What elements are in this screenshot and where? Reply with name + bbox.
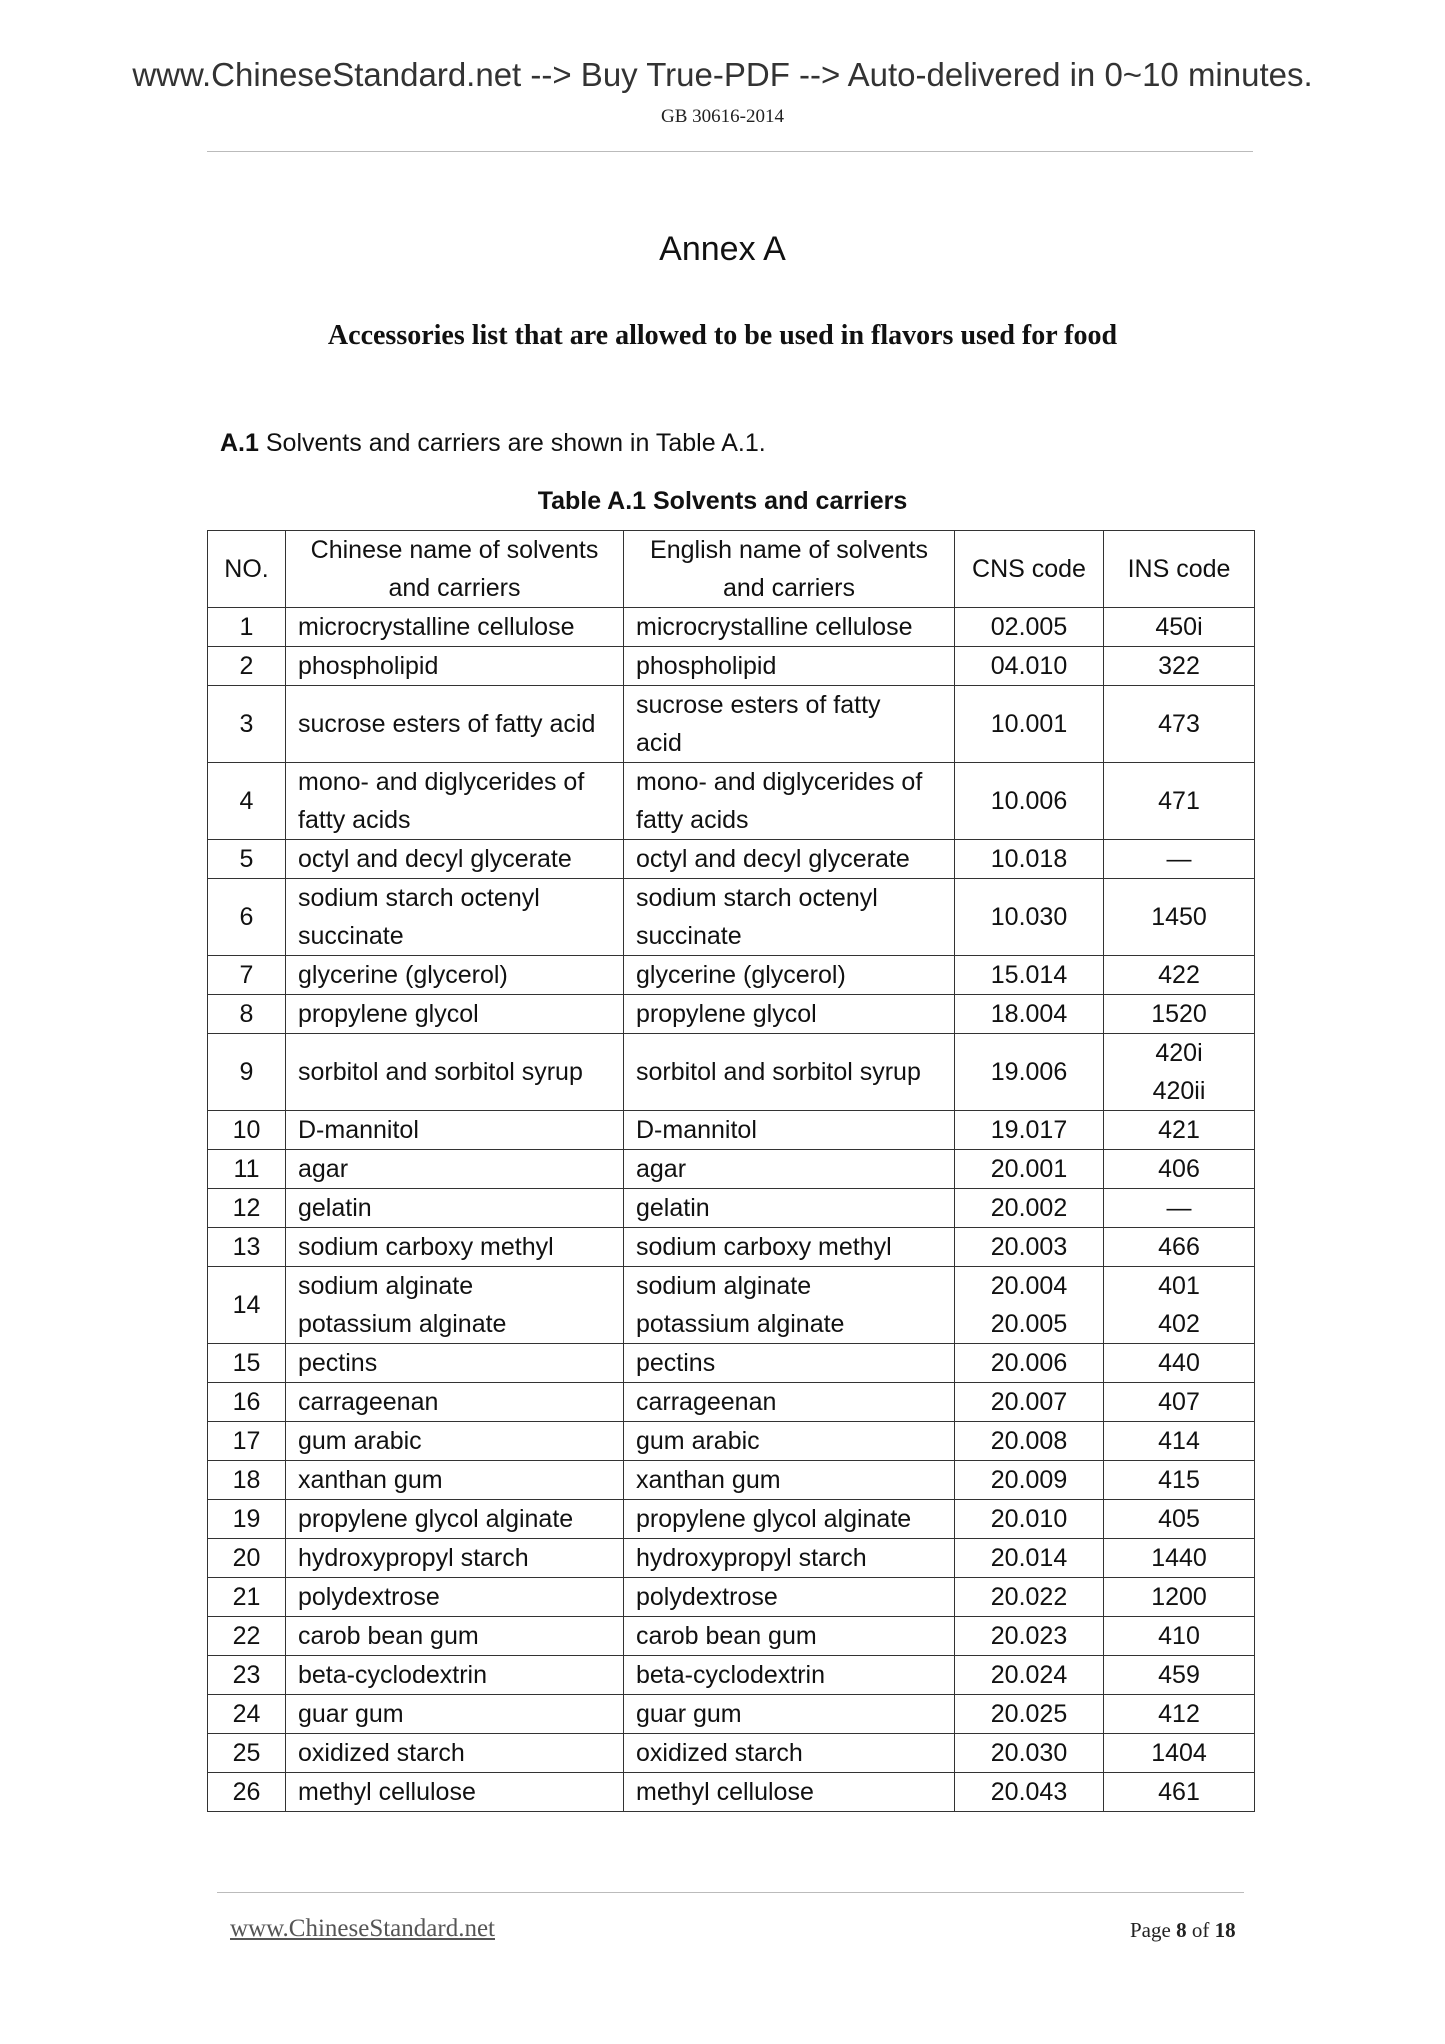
table-row	[208, 1773, 1255, 1812]
cell-ins-code-line: —	[1166, 845, 1192, 873]
cell-no: 6	[208, 879, 286, 956]
cell-cns-code-line: 20.001	[990, 1155, 1068, 1183]
table-row	[208, 1500, 1255, 1539]
cell-english-name-line: carob bean gum	[636, 1622, 817, 1650]
cell-no: 25	[208, 1734, 286, 1773]
cell-english-name	[624, 1422, 955, 1461]
cell-chinese-name	[286, 1111, 624, 1150]
table-row	[208, 1695, 1255, 1734]
cell-chinese-name	[286, 1539, 624, 1578]
cell-no: 10	[208, 1111, 286, 1150]
cell-chinese-name-line: sodium starch octenyl	[298, 884, 540, 912]
cell-english-name-line: oxidized starch	[636, 1739, 803, 1767]
cell-cns-code-line: 20.007	[990, 1388, 1068, 1416]
cell-english-name-line: succinate	[636, 922, 742, 950]
cell-cns-code-line: 20.009	[990, 1466, 1068, 1494]
cell-cns-code-line: 20.023	[990, 1622, 1068, 1650]
page-word: Page	[1130, 1918, 1171, 1942]
cell-chinese-name-line: guar gum	[298, 1700, 404, 1728]
header-cns-code: CNS code	[955, 531, 1104, 608]
cell-english-name	[624, 1773, 955, 1812]
cell-no: 9	[208, 1034, 286, 1111]
cell-cns-code-line: 20.002	[990, 1194, 1068, 1222]
table-row	[208, 1267, 1255, 1344]
solvents-carriers-table	[207, 530, 1255, 1812]
cell-english-name	[624, 840, 955, 879]
cell-ins-code-line: 461	[1158, 1778, 1200, 1806]
annex-subtitle: Accessories list that are allowed to be used in flavors used for food	[327, 320, 1118, 351]
cell-ins-code	[1104, 1267, 1255, 1344]
cell-no: 20	[208, 1539, 286, 1578]
header-no: NO.	[208, 531, 286, 608]
cell-cns-code	[955, 1111, 1104, 1150]
cell-ins-code	[1104, 1500, 1255, 1539]
cell-chinese-name	[286, 1422, 624, 1461]
cell-ins-code	[1104, 1111, 1255, 1150]
table-row	[208, 1422, 1255, 1461]
cell-no: 3	[208, 686, 286, 763]
cell-chinese-name-line: xanthan gum	[298, 1466, 443, 1494]
cell-english-name	[624, 956, 955, 995]
cell-ins-code	[1104, 1695, 1255, 1734]
cell-chinese-name-line: sodium alginate	[298, 1272, 474, 1300]
cell-chinese-name-line: sucrose esters of fatty acid	[298, 710, 596, 738]
header-divider	[207, 151, 1253, 152]
cell-chinese-name-line: carob bean gum	[298, 1622, 479, 1650]
cell-ins-code-line: 421	[1158, 1116, 1200, 1144]
cell-no: 5	[208, 840, 286, 879]
cell-english-name-line: gelatin	[636, 1194, 710, 1222]
clause-a1	[220, 429, 766, 458]
cell-cns-code-line: 02.005	[990, 613, 1068, 641]
cell-chinese-name	[286, 995, 624, 1034]
cell-cns-code-line: 20.010	[990, 1505, 1068, 1533]
cell-english-name	[624, 1228, 955, 1267]
cell-cns-code-line: 15.014	[990, 961, 1068, 989]
cell-chinese-name	[286, 1150, 624, 1189]
cell-ins-code	[1104, 1461, 1255, 1500]
cell-cns-code	[955, 1422, 1104, 1461]
table-row	[208, 1034, 1255, 1111]
cell-english-name	[624, 995, 955, 1034]
cell-ins-code-line: 402	[1158, 1310, 1200, 1338]
clause-number: A.1	[220, 429, 259, 457]
cell-english-name-line: agar	[636, 1155, 687, 1183]
table-row	[208, 840, 1255, 879]
annex-title: Annex A	[659, 230, 786, 268]
table-row	[208, 686, 1255, 763]
cell-chinese-name	[286, 608, 624, 647]
page-total: 18	[1214, 1918, 1236, 1942]
cell-chinese-name-line: mono- and diglycerides of	[298, 768, 585, 796]
cell-ins-code	[1104, 1539, 1255, 1578]
cell-no: 22	[208, 1617, 286, 1656]
cell-cns-code-line: 20.005	[990, 1310, 1068, 1338]
cell-english-name-line: beta-cyclodextrin	[636, 1661, 825, 1689]
cell-chinese-name	[286, 1695, 624, 1734]
cell-chinese-name	[286, 686, 624, 763]
cell-no: 13	[208, 1228, 286, 1267]
cell-cns-code	[955, 1773, 1104, 1812]
cell-chinese-name-line: phospholipid	[298, 652, 439, 680]
cell-cns-code-line: 20.004	[990, 1272, 1068, 1300]
cell-no: 26	[208, 1773, 286, 1812]
cell-no: 11	[208, 1150, 286, 1189]
cell-chinese-name-line: methyl cellulose	[298, 1778, 476, 1806]
cell-chinese-name-line: gelatin	[298, 1194, 372, 1222]
cell-english-name-line: acid	[636, 729, 682, 757]
cell-no: 2	[208, 647, 286, 686]
cell-no: 23	[208, 1656, 286, 1695]
cell-chinese-name	[286, 1734, 624, 1773]
cell-english-name-line: propylene glycol alginate	[636, 1505, 912, 1533]
cell-ins-code-line: 1450	[1151, 903, 1207, 931]
table-row	[208, 1734, 1255, 1773]
cell-english-name	[624, 763, 955, 840]
cell-no: 16	[208, 1383, 286, 1422]
cell-chinese-name	[286, 1500, 624, 1539]
cell-ins-code	[1104, 995, 1255, 1034]
cell-english-name-line: gum arabic	[636, 1427, 760, 1455]
cell-cns-code-line: 20.006	[990, 1349, 1068, 1377]
table-row	[208, 647, 1255, 686]
cell-english-name-line: sodium carboxy methyl	[636, 1233, 892, 1261]
download-banner: www.ChineseStandard.net --> Buy True-PDF --> Auto-delivered in 0~10 minutes.	[132, 56, 1313, 93]
cell-chinese-name	[286, 879, 624, 956]
cell-chinese-name	[286, 1578, 624, 1617]
table-row	[208, 1578, 1255, 1617]
cell-ins-code-line: 414	[1158, 1427, 1200, 1455]
cell-english-name-line: methyl cellulose	[636, 1778, 814, 1806]
header-ins-code: INS code	[1104, 531, 1255, 608]
table-body	[208, 608, 1255, 1812]
cell-chinese-name	[286, 956, 624, 995]
cell-cns-code	[955, 1734, 1104, 1773]
cell-cns-code-line: 20.014	[990, 1544, 1068, 1572]
cell-english-name	[624, 686, 955, 763]
cell-cns-code	[955, 647, 1104, 686]
cell-cns-code-line: 19.006	[990, 1058, 1068, 1086]
cell-ins-code	[1104, 608, 1255, 647]
cell-english-name	[624, 1267, 955, 1344]
table-row	[208, 1656, 1255, 1695]
cell-cns-code-line: 10.006	[990, 787, 1068, 815]
table-row	[208, 1461, 1255, 1500]
cell-ins-code-line: 415	[1158, 1466, 1200, 1494]
footer-divider	[217, 1892, 1244, 1893]
cell-english-name-line: xanthan gum	[636, 1466, 781, 1494]
cell-cns-code	[955, 995, 1104, 1034]
cell-no: 18	[208, 1461, 286, 1500]
cell-ins-code	[1104, 1656, 1255, 1695]
cell-ins-code-line: 406	[1158, 1155, 1200, 1183]
cell-english-name-line: phospholipid	[636, 652, 777, 680]
cell-no: 12	[208, 1189, 286, 1228]
cell-no: 8	[208, 995, 286, 1034]
cell-chinese-name	[286, 1773, 624, 1812]
cell-english-name	[624, 1500, 955, 1539]
cell-cns-code	[955, 1189, 1104, 1228]
cell-ins-code-line: 440	[1158, 1349, 1200, 1377]
cell-chinese-name-line: beta-cyclodextrin	[298, 1661, 487, 1689]
cell-ins-code	[1104, 840, 1255, 879]
cell-ins-code	[1104, 1734, 1255, 1773]
cell-english-name-line: fatty acids	[636, 806, 749, 834]
cell-english-name	[624, 1189, 955, 1228]
cell-cns-code	[955, 1344, 1104, 1383]
cell-english-name-line: sucrose esters of fatty	[636, 691, 881, 719]
cell-chinese-name	[286, 1461, 624, 1500]
cell-no: 1	[208, 608, 286, 647]
cell-cns-code-line: 10.001	[990, 710, 1068, 738]
cell-chinese-name-line: succinate	[298, 922, 404, 950]
clause-text: Solvents and carriers are shown in Table A.1.	[265, 429, 766, 457]
cell-ins-code-line: 322	[1158, 652, 1200, 680]
cell-ins-code	[1104, 1344, 1255, 1383]
cell-no: 19	[208, 1500, 286, 1539]
table-header-row	[208, 531, 1255, 608]
cell-english-name	[624, 1656, 955, 1695]
cell-english-name-line: pectins	[636, 1349, 716, 1377]
cell-ins-code-line: —	[1166, 1194, 1192, 1222]
header-english-name-line1: English name of solvents	[650, 536, 928, 564]
table-row	[208, 995, 1255, 1034]
table-row	[208, 1150, 1255, 1189]
table-row	[208, 608, 1255, 647]
cell-cns-code-line: 20.043	[990, 1778, 1068, 1806]
header-chinese-name-line1: Chinese name of solvents	[310, 536, 599, 564]
cell-cns-code	[955, 840, 1104, 879]
page-indicator	[1130, 1918, 1236, 1943]
cell-cns-code	[955, 1656, 1104, 1695]
cell-english-name-line: D-mannitol	[636, 1116, 757, 1144]
cell-english-name-line: octyl and decyl glycerate	[636, 845, 910, 873]
cell-english-name-line: carrageenan	[636, 1388, 777, 1416]
cell-cns-code-line: 10.018	[990, 845, 1068, 873]
cell-english-name-line: glycerine (glycerol)	[636, 961, 846, 989]
cell-cns-code	[955, 1500, 1104, 1539]
cell-no: 7	[208, 956, 286, 995]
cell-ins-code	[1104, 1383, 1255, 1422]
cell-chinese-name-line: oxidized starch	[298, 1739, 465, 1767]
cell-ins-code-line: 471	[1158, 787, 1200, 815]
cell-ins-code-line: 420ii	[1152, 1077, 1206, 1105]
cell-cns-code	[955, 1150, 1104, 1189]
cell-ins-code	[1104, 956, 1255, 995]
header-chinese-name-line2: and carriers	[388, 574, 521, 602]
cell-chinese-name	[286, 1617, 624, 1656]
cell-cns-code-line: 20.003	[990, 1233, 1068, 1261]
cell-ins-code-line: 420i	[1155, 1039, 1203, 1067]
cell-ins-code	[1104, 1189, 1255, 1228]
cell-ins-code	[1104, 686, 1255, 763]
cell-no: 4	[208, 763, 286, 840]
cell-cns-code	[955, 1267, 1104, 1344]
cell-cns-code-line: 20.022	[990, 1583, 1068, 1611]
cell-chinese-name-line: fatty acids	[298, 806, 411, 834]
cell-chinese-name-line: microcrystalline cellulose	[298, 613, 575, 641]
cell-chinese-name-line: agar	[298, 1155, 349, 1183]
cell-cns-code	[955, 686, 1104, 763]
table-row	[208, 879, 1255, 956]
cell-chinese-name-line: D-mannitol	[298, 1116, 419, 1144]
cell-chinese-name	[286, 647, 624, 686]
cell-ins-code-line: 401	[1158, 1272, 1200, 1300]
cell-ins-code-line: 422	[1158, 961, 1200, 989]
cell-chinese-name	[286, 1656, 624, 1695]
cell-ins-code	[1104, 1617, 1255, 1656]
cell-cns-code-line: 18.004	[990, 1000, 1068, 1028]
cell-cns-code	[955, 763, 1104, 840]
cell-cns-code	[955, 1383, 1104, 1422]
cell-no: 17	[208, 1422, 286, 1461]
cell-no: 24	[208, 1695, 286, 1734]
cell-chinese-name	[286, 1383, 624, 1422]
cell-english-name-line: guar gum	[636, 1700, 742, 1728]
cell-ins-code-line: 410	[1158, 1622, 1200, 1650]
cell-english-name	[624, 1539, 955, 1578]
of-word: of	[1191, 1918, 1210, 1942]
cell-english-name	[624, 879, 955, 956]
cell-ins-code	[1104, 1578, 1255, 1617]
cell-english-name	[624, 608, 955, 647]
cell-chinese-name	[286, 1189, 624, 1228]
table-caption: Table A.1 Solvents and carriers	[537, 487, 908, 515]
cell-chinese-name-line: potassium alginate	[298, 1310, 507, 1338]
cell-ins-code-line: 466	[1158, 1233, 1200, 1261]
cell-chinese-name-line: sorbitol and sorbitol syrup	[298, 1058, 583, 1086]
cell-ins-code-line: 450i	[1155, 613, 1203, 641]
cell-chinese-name-line: polydextrose	[298, 1583, 440, 1611]
header-english-name-line2: and carriers	[723, 574, 855, 602]
cell-cns-code-line: 10.030	[990, 903, 1068, 931]
cell-english-name	[624, 1344, 955, 1383]
cell-cns-code	[955, 1539, 1104, 1578]
table-row	[208, 1539, 1255, 1578]
cell-ins-code	[1104, 1150, 1255, 1189]
cell-ins-code-line: 459	[1158, 1661, 1200, 1689]
cell-ins-code	[1104, 1228, 1255, 1267]
cell-ins-code	[1104, 647, 1255, 686]
cell-no: 21	[208, 1578, 286, 1617]
cell-cns-code	[955, 608, 1104, 647]
cell-ins-code	[1104, 879, 1255, 956]
cell-ins-code	[1104, 1034, 1255, 1111]
cell-cns-code	[955, 1695, 1104, 1734]
document-id: GB 30616-2014	[661, 106, 784, 127]
cell-chinese-name-line: glycerine (glycerol)	[298, 961, 508, 989]
cell-cns-code	[955, 879, 1104, 956]
cell-cns-code	[955, 1461, 1104, 1500]
cell-ins-code-line: 1200	[1151, 1583, 1207, 1611]
cell-ins-code-line: 1520	[1151, 1000, 1207, 1028]
cell-english-name	[624, 1617, 955, 1656]
table-row	[208, 1189, 1255, 1228]
cell-no: 15	[208, 1344, 286, 1383]
table-row	[208, 1228, 1255, 1267]
cell-ins-code-line: 405	[1158, 1505, 1200, 1533]
cell-english-name	[624, 647, 955, 686]
cell-ins-code	[1104, 1773, 1255, 1812]
cell-english-name-line: sodium alginate	[636, 1272, 812, 1300]
page-number: 8	[1176, 1918, 1187, 1942]
cell-chinese-name	[286, 1034, 624, 1111]
cell-english-name-line: hydroxypropyl starch	[636, 1544, 867, 1572]
cell-english-name	[624, 1734, 955, 1773]
cell-chinese-name	[286, 1267, 624, 1344]
cell-english-name-line: microcrystalline cellulose	[636, 613, 913, 641]
footer-site-link[interactable]: www.ChineseStandard.net	[230, 1915, 495, 1942]
cell-cns-code	[955, 1578, 1104, 1617]
cell-cns-code-line: 04.010	[990, 652, 1068, 680]
cell-ins-code-line: 412	[1158, 1700, 1200, 1728]
cell-ins-code-line: 1404	[1151, 1739, 1207, 1767]
cell-chinese-name-line: pectins	[298, 1349, 378, 1377]
cell-english-name	[624, 1461, 955, 1500]
cell-cns-code	[955, 1617, 1104, 1656]
cell-no: 14	[208, 1267, 286, 1344]
cell-english-name	[624, 1695, 955, 1734]
cell-english-name-line: potassium alginate	[636, 1310, 845, 1338]
cell-cns-code-line: 20.024	[990, 1661, 1068, 1689]
cell-english-name-line: propylene glycol	[636, 1000, 817, 1028]
table-row	[208, 1383, 1255, 1422]
cell-chinese-name-line: sodium carboxy methyl	[298, 1233, 554, 1261]
cell-chinese-name	[286, 840, 624, 879]
header-english-name	[624, 531, 955, 608]
cell-ins-code	[1104, 1422, 1255, 1461]
cell-chinese-name-line: carrageenan	[298, 1388, 439, 1416]
cell-chinese-name	[286, 1344, 624, 1383]
cell-chinese-name-line: octyl and decyl glycerate	[298, 845, 572, 873]
cell-ins-code-line: 1440	[1151, 1544, 1207, 1572]
cell-ins-code-line: 407	[1158, 1388, 1200, 1416]
cell-chinese-name-line: propylene glycol	[298, 1000, 479, 1028]
cell-cns-code	[955, 956, 1104, 995]
cell-english-name	[624, 1034, 955, 1111]
cell-english-name	[624, 1111, 955, 1150]
table-row	[208, 1617, 1255, 1656]
cell-chinese-name-line: hydroxypropyl starch	[298, 1544, 529, 1572]
cell-english-name	[624, 1383, 955, 1422]
cell-cns-code-line: 20.030	[990, 1739, 1068, 1767]
table-row	[208, 1344, 1255, 1383]
cell-chinese-name	[286, 1228, 624, 1267]
cell-cns-code-line: 20.025	[990, 1700, 1068, 1728]
cell-english-name-line: sorbitol and sorbitol syrup	[636, 1058, 921, 1086]
cell-chinese-name	[286, 763, 624, 840]
cell-cns-code-line: 19.017	[990, 1116, 1068, 1144]
cell-english-name-line: polydextrose	[636, 1583, 778, 1611]
cell-cns-code	[955, 1228, 1104, 1267]
cell-english-name	[624, 1578, 955, 1617]
cell-english-name	[624, 1150, 955, 1189]
table-row	[208, 956, 1255, 995]
header-chinese-name	[286, 531, 624, 608]
cell-english-name-line: sodium starch octenyl	[636, 884, 878, 912]
table-row	[208, 1111, 1255, 1150]
cell-cns-code-line: 20.008	[990, 1427, 1068, 1455]
table-row	[208, 763, 1255, 840]
cell-english-name-line: mono- and diglycerides of	[636, 768, 923, 796]
cell-chinese-name-line: propylene glycol alginate	[298, 1505, 574, 1533]
cell-chinese-name-line: gum arabic	[298, 1427, 422, 1455]
cell-ins-code-line: 473	[1158, 710, 1200, 738]
cell-ins-code	[1104, 763, 1255, 840]
cell-cns-code	[955, 1034, 1104, 1111]
